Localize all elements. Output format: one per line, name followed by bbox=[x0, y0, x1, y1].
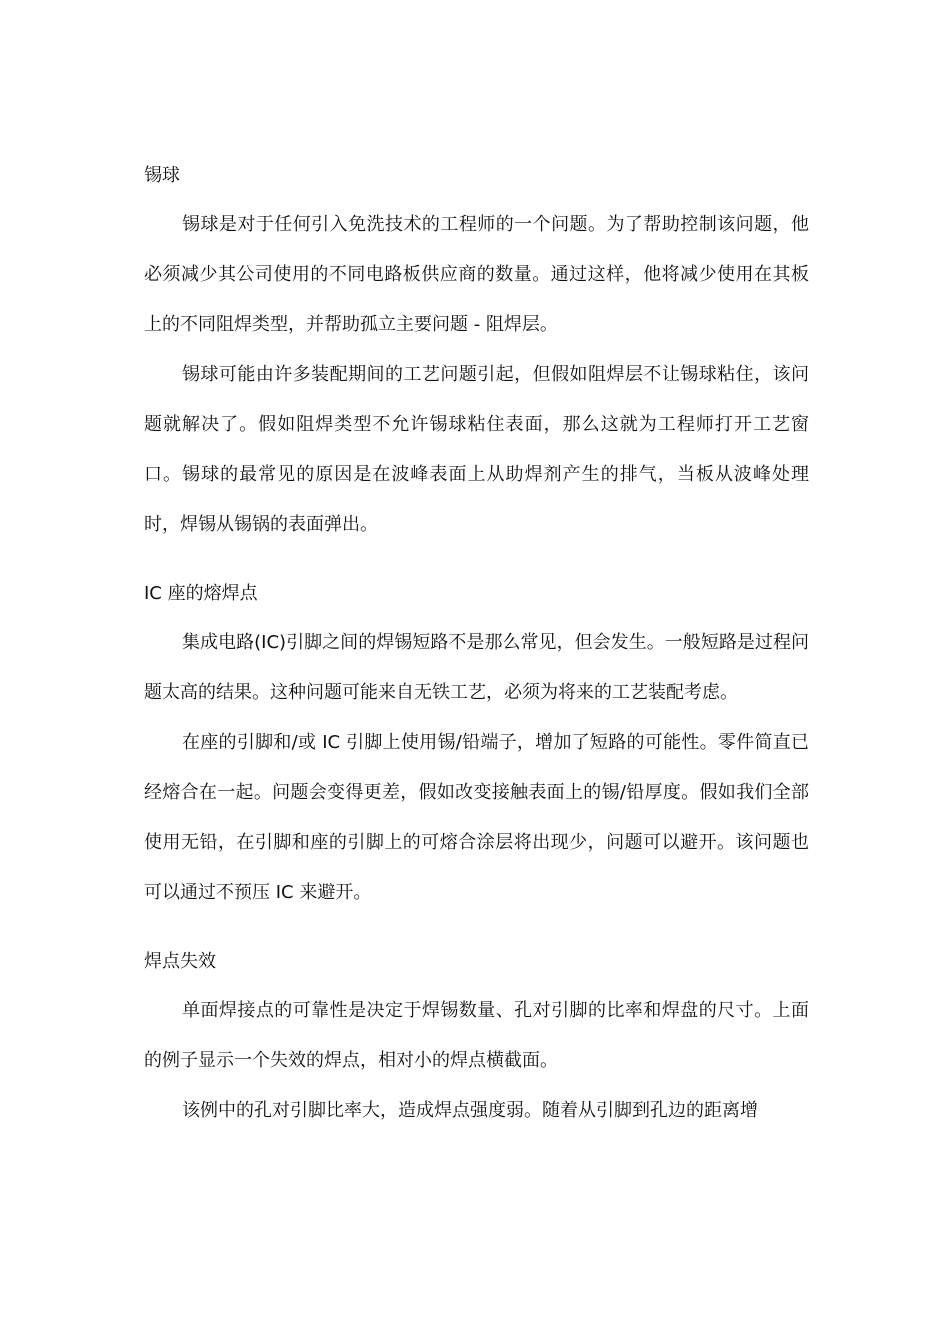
section-solder-joint-failure bbox=[144, 944, 809, 1136]
document-body bbox=[144, 158, 809, 1136]
section-ic-socket-fusion bbox=[144, 576, 809, 918]
paragraph: 该例中的孔对引脚比率大，造成焊点强度弱。随着从引脚到孔边的距离增 bbox=[182, 1100, 758, 1121]
paragraph: 在座的引脚和/或 IC 引脚上使用锡/铅端子，增加了短路的可能性。零件简直已经熔合在一起。问题会变得更差，假如改变接触表面上的锡/铅厚度。假如我们全部使用无铅，在引脚和座的引脚上的可熔合涂层将出现少，问题可以避开。该问题也可以通过不预压 IC 来避开。 bbox=[144, 732, 809, 903]
section-heading: IC 座的熔焊点 bbox=[144, 583, 258, 604]
section-heading: 锡球 bbox=[144, 165, 180, 186]
section-heading: 焊点失效 bbox=[144, 951, 216, 972]
paragraph: 单面焊接点的可靠性是决定于焊锡数量、孔对引脚的比率和焊盘的尺寸。上面的例子显示一个失效的焊点，相对小的焊点横截面。 bbox=[144, 1000, 809, 1071]
paragraph: 锡球可能由许多装配期间的工艺问题引起，但假如阻焊层不让锡球粘住，该问题就解决了。假如阻焊类型不允许锡球粘住表面，那么这就为工程师打开工艺窗口。锡球的最常见的原因是在波峰表面上从助焊剂产生的排气，当板从波峰处理时，焊锡从锡锅的表面弹出。 bbox=[144, 364, 809, 535]
paragraph: 集成电路(IC)引脚之间的焊锡短路不是那么常见，但会发生。一般短路是过程问题太高的结果。这种问题可能来自无铁工艺，必须为将来的工艺装配考虑。 bbox=[144, 632, 809, 703]
paragraph: 锡球是对于任何引入免洗技术的工程师的一个问题。为了帮助控制该问题，他必须减少其公司使用的不同电路板供应商的数量。通过这样，他将减少使用在其板上的不同阻焊类型，并帮助孤立主要问题 - 阻焊层。 bbox=[144, 214, 809, 335]
section-solder-balls bbox=[144, 158, 809, 550]
